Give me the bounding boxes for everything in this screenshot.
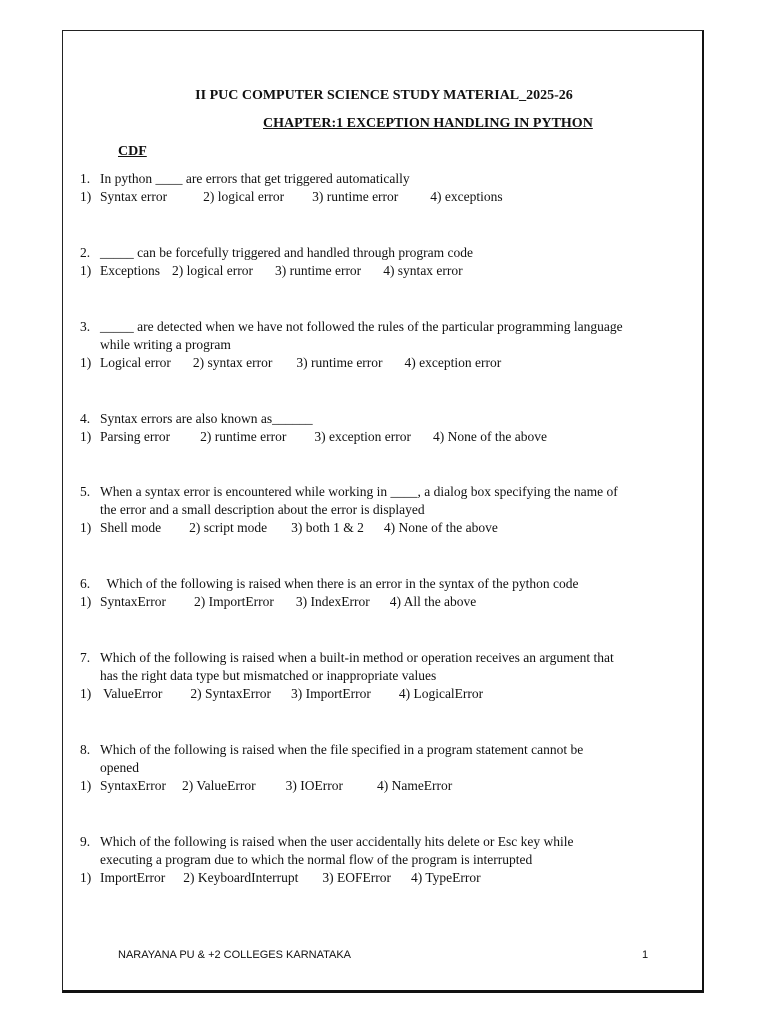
question-7: [80, 649, 680, 703]
question-line: Which of the following is raised when a built-in method or operation receives an argument that: [100, 650, 614, 665]
chapter-title: CHAPTER:1 EXCEPTION HANDLING IN PYTHON: [263, 116, 593, 131]
option-number: 1): [80, 189, 92, 204]
question-text: [80, 649, 680, 667]
answer-option: 4) syntax error: [383, 263, 463, 278]
answer-option: 3) EOFError: [322, 870, 391, 885]
answer-option: Syntax error: [100, 189, 168, 204]
question-line: opened: [100, 760, 139, 775]
answer-option: 4) LogicalError: [398, 686, 484, 701]
question-text: [80, 667, 680, 685]
question-text: [80, 851, 680, 869]
question-number: 3.: [80, 319, 91, 334]
question-number: 2.: [80, 245, 91, 260]
question-6: [80, 575, 680, 611]
answer-option: 3) ImportError: [290, 686, 371, 701]
answer-option: 3) runtime error: [296, 355, 383, 370]
question-line: _____ are detected when we have not followed the rules of the particular programming language: [100, 319, 623, 334]
answer-option: 3) IndexError: [295, 594, 370, 609]
question-text: [80, 575, 680, 593]
answer-option: 4) exception error: [404, 355, 502, 370]
question-number: 1.: [80, 171, 91, 186]
answer-option: 2) runtime error: [200, 429, 287, 444]
answer-option: 3) exception error: [314, 429, 412, 444]
answer-option: 4) NameError: [376, 778, 453, 793]
question-line: Which of the following is raised when the user accidentally hits delete or Esc key while: [100, 834, 574, 849]
question-text: [80, 170, 680, 188]
answer-options: [80, 593, 680, 611]
answer-options: [80, 777, 680, 795]
question-4: [80, 410, 680, 446]
answer-option: 2) logical error: [203, 189, 285, 204]
answer-option: Shell mode: [100, 520, 162, 535]
answer-option: Logical error: [100, 355, 171, 370]
answer-option: ImportError: [100, 870, 166, 885]
answer-option: 4) TypeError: [410, 870, 481, 885]
option-number: 1): [80, 778, 92, 793]
answer-option: 4) None of the above: [433, 429, 547, 444]
answer-option: 3) IOError: [285, 778, 343, 793]
question-line: the error and a small description about the error is displayed: [100, 502, 425, 517]
option-number: 1): [80, 429, 92, 444]
answer-option: SyntaxError: [100, 778, 166, 793]
answer-option: ValueError: [100, 686, 163, 701]
question-number: 7.: [80, 650, 91, 665]
option-number: 1): [80, 355, 92, 370]
answer-option: 2) syntax error: [192, 355, 273, 370]
question-line: executing a program due to which the normal flow of the program is interrupted: [100, 852, 533, 867]
question-text: [80, 759, 680, 777]
option-number: 1): [80, 263, 92, 278]
footer-text: NARAYANA PU & +2 COLLEGES KARNATAKA: [118, 949, 352, 961]
question-3: [80, 318, 680, 372]
question-5: [80, 483, 680, 537]
question-2: [80, 244, 680, 280]
question-line: Which of the following is raised when the file specified in a program statement cannot be: [100, 742, 584, 757]
question-line: In python ____ are errors that get triggered automatically: [100, 171, 410, 186]
answer-option: 4) exceptions: [430, 189, 503, 204]
question-text: [80, 336, 680, 354]
question-line: _____ can be forcefully triggered and handled through program code: [100, 245, 473, 260]
question-line: has the right data type but mismatched or inappropriate values: [100, 668, 437, 683]
answer-options: [80, 354, 680, 372]
answer-options: [80, 262, 680, 280]
question-line: while writing a program: [100, 337, 231, 352]
answer-options: [80, 685, 680, 703]
question-text: [80, 318, 680, 336]
question-text: [80, 483, 680, 501]
question-line: When a syntax error is encountered while working in ____, a dialog box specifying the name of: [100, 484, 618, 499]
question-text: [80, 410, 680, 428]
option-number: 1): [80, 686, 92, 701]
answer-option: 2) logical error: [172, 263, 253, 278]
question-number: 5.: [80, 484, 91, 499]
answer-option: 4) All the above: [389, 594, 477, 609]
question-text: [80, 501, 680, 519]
question-number: 8.: [80, 742, 91, 757]
option-number: 1): [80, 594, 92, 609]
answer-option: 2) script mode: [189, 520, 268, 535]
answer-option: 2) ImportError: [193, 594, 274, 609]
question-text: [80, 244, 680, 262]
answer-option: Exceptions: [100, 263, 160, 278]
answer-option: 2) ValueError: [181, 778, 256, 793]
question-8: [80, 741, 680, 795]
option-number: 1): [80, 520, 92, 535]
question-text: [80, 741, 680, 759]
question-number: 6.: [80, 576, 91, 591]
answer-options: [80, 188, 680, 206]
option-number: 1): [80, 870, 92, 885]
question-text: [80, 833, 680, 851]
question-line: Syntax errors are also known as______: [100, 411, 313, 426]
question-9: [80, 833, 680, 887]
answer-options: [80, 519, 680, 537]
answer-option: 3) runtime error: [312, 189, 399, 204]
question-number: 9.: [80, 834, 91, 849]
answer-options: [80, 428, 680, 446]
answer-option: SyntaxError: [100, 594, 166, 609]
question-1: [80, 170, 680, 206]
answer-option: 2) SyntaxError: [190, 686, 271, 701]
document-title: II PUC COMPUTER SCIENCE STUDY MATERIAL_2025-26: [195, 88, 573, 103]
answer-option: 4) None of the above: [383, 520, 498, 535]
answer-options: [80, 869, 680, 887]
question-line: Which of the following is raised when there is an error in the syntax of the python code: [100, 576, 579, 591]
answer-option: 3) both 1 & 2: [291, 520, 364, 535]
question-number: 4.: [80, 411, 91, 426]
answer-option: 3) runtime error: [274, 263, 362, 278]
section-heading: CDF: [118, 144, 147, 159]
answer-option: Parsing error: [100, 429, 171, 444]
page-number: 1: [642, 949, 649, 961]
answer-option: 2) KeyboardInterrupt: [183, 870, 299, 885]
